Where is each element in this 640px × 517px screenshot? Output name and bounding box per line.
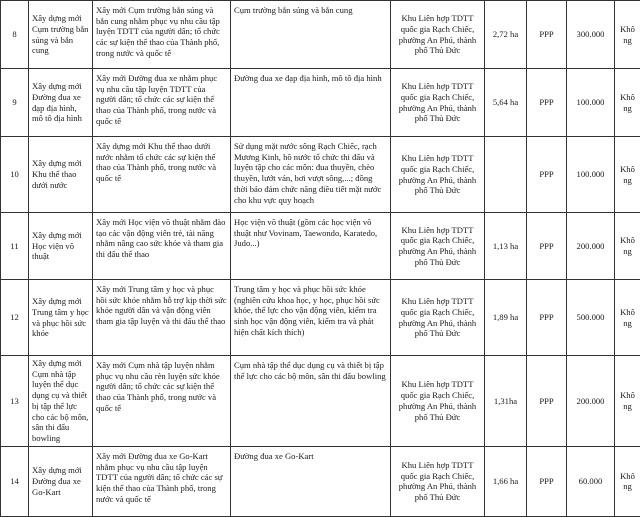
project-name-cell: Xây dựng mới Khu thể thao dưới nước [29, 137, 93, 213]
project-goal-cell: Xây mới Trung tâm y học và phục hồi sức khỏe nhằm hỗ trợ kịp thời sức khỏe người dân và vận động viên tham gia tập luyện và thi đấu thể thao [93, 280, 231, 356]
project-items-cell: Đường đua xe đạp địa hình, mô tô địa hình [231, 69, 391, 137]
phasing-cell: Không [615, 446, 640, 516]
project-area-cell: 1,31ha [485, 356, 527, 447]
table-row [1, 137, 640, 213]
row-number-cell: 14 [1, 446, 29, 516]
row-number-cell: 12 [1, 280, 29, 356]
row-number-cell: 11 [1, 213, 29, 280]
investment-capital-cell: 500.000 [567, 280, 615, 356]
project-goal-cell: Xây mới Đường đua xe Go-Kart nhằm phục vụ nhu cầu tập luyện TDTT của người dân; tổ chức các sự kiện thể thao của Thành phố, trong nước và quốc tế [93, 446, 231, 516]
project-goal-cell: Xây mới Đường đua xe nhằm phục vụ nhu cầu tập luyện TDTT của người dân; tổ chức các sự kiện thể thao của Thành phố, trong nước và quốc tế [93, 69, 231, 137]
table-row [1, 213, 640, 280]
project-location-cell: Khu Liên hợp TDTT quốc gia Rạch Chiếc, phường An Phú, thành phố Thủ Đức [391, 446, 485, 516]
project-name-cell: Xây dựng mới Đường đua xe đạp địa hình, mô tô địa hình [29, 69, 93, 137]
table-row [1, 69, 640, 137]
project-location-cell: Khu Liên hợp TDTT quốc gia Rạch Chiếc, phường An Phú, thành phố Thủ Đức [391, 213, 485, 280]
table-row [1, 1, 640, 69]
row-number-cell: 13 [1, 356, 29, 447]
row-number-cell: 10 [1, 137, 29, 213]
investment-form-cell: PPP [527, 137, 567, 213]
project-goal-cell: Xây dựng mới Khu thể thao dưới nước nhằm tổ chức các sự kiện thể thao của Thành phố, trong nước và quốc tế [93, 137, 231, 213]
project-items-cell: Trung tâm y học và phục hồi sức khỏe (nghiên cứu khoa học, y học, phục hồi sức khỏe, thể lực cho vận động viên, kiểm tra sinh học vận động viên, kiểm tra và phát hiện chất kích thích) [231, 280, 391, 356]
phasing-cell: Không [615, 213, 640, 280]
project-area-cell: 1,66 ha [485, 446, 527, 516]
investment-form-cell: PPP [527, 1, 567, 69]
project-name-cell: Xây dựng mới Đường đua xe Go-Kart [29, 446, 93, 516]
investment-capital-cell: 200.000 [567, 356, 615, 447]
project-area-cell: 5,64 ha [485, 69, 527, 137]
investment-capital-cell: 300.000 [567, 1, 615, 69]
table-row [1, 280, 640, 356]
project-name-cell: Xây dựng mới Cụm trường bắn súng và bắn cung [29, 1, 93, 69]
project-goal-cell: Xây mới Cụm trường bắn súng và bắn cung nhằm phục vụ nhu cầu tập luyện TDTT của người dân; tổ chức các sự kiện thể thao của Thành phố, trong nước và quốc tế [93, 1, 231, 69]
project-name-cell: Xây dựng mới Trung tâm y học và phục hồi sức khỏe [29, 280, 93, 356]
investment-capital-cell: 60.000 [567, 446, 615, 516]
investment-capital-cell: 200.000 [567, 213, 615, 280]
phasing-cell: Không [615, 69, 640, 137]
project-location-cell: Khu Liên hợp TDTT quốc gia Rạch Chiếc, phường An Phú, thành phố Thủ Đức [391, 69, 485, 137]
project-location-cell: Khu Liên hợp TDTT quốc gia Rạch Chiếc, phường An Phú, thành phố Thủ Đức [391, 1, 485, 69]
project-items-cell: Học viện võ thuật (gồm các học viện võ thuật như Vovinam, Taewondo, Karatedo, Judo...) [231, 213, 391, 280]
project-location-cell: Khu Liên hợp TDTT quốc gia Rạch Chiếc, phường An Phú, thành phố Thủ Đức [391, 356, 485, 447]
table-body [1, 1, 640, 517]
project-area-cell: 1,13 ha [485, 213, 527, 280]
investment-form-cell: PPP [527, 213, 567, 280]
phasing-cell: Không [615, 1, 640, 69]
investment-form-cell: PPP [527, 446, 567, 516]
row-number-cell: 9 [1, 69, 29, 137]
investment-capital-cell: 100.000 [567, 69, 615, 137]
phasing-cell: Không [615, 356, 640, 447]
project-name-cell: Xây dựng mới Học viện võ thuật [29, 213, 93, 280]
table-row [1, 446, 640, 516]
project-items-cell: Cụm nhà tập thể dục dụng cụ và thiết bị tập thể lực cho các bộ môn, sân thi đấu bowling [231, 356, 391, 447]
investment-form-cell: PPP [527, 356, 567, 447]
investment-form-cell: PPP [527, 280, 567, 356]
project-area-cell: 1,89 ha [485, 280, 527, 356]
project-items-cell: Sử dụng mặt nước sông Rạch Chiếc, rạch Mương Kinh, hồ nước tổ chức thi đấu và luyện tập cho các môn: đua thuyền, chèo thuyền, lướt ván, bơi vượt sông,...; đồng thời bảo đảm chức năng điều tiết mặt nước cho khu vực quy hoạch [231, 137, 391, 213]
project-items-cell: Đường đua xe Go-Kart [231, 446, 391, 516]
investment-form-cell: PPP [527, 69, 567, 137]
investment-capital-cell: 100.000 [567, 137, 615, 213]
project-name-cell: Xây dựng mới Cụm nhà tập luyện thể dục dụng cụ và thiết bị tập thể lực cho các bộ môn, sân thi đấu bowling [29, 356, 93, 447]
row-number-cell: 8 [1, 1, 29, 69]
project-area-cell: 2,72 ha [485, 1, 527, 69]
phasing-cell: Không [615, 137, 640, 213]
project-items-cell: Cụm trường bắn súng và bắn cung [231, 1, 391, 69]
phasing-cell: Không [615, 280, 640, 356]
project-goal-cell: Xây mới Học viện võ thuật nhằm đào tạo các vận động viên trẻ, tài năng nhằm nâng cao sức khỏe và tham gia thi đấu thể thao [93, 213, 231, 280]
project-goal-cell: Xây mới Cụm nhà tập luyện nhằm phục vụ nhu cầu rèn luyện sức khỏe người dân; tổ chức các sự kiện thể thao của Thành phố, trong nước và quốc tế [93, 356, 231, 447]
project-location-cell: Khu Liên hợp TDTT quốc gia Rạch Chiếc, phường An Phú, thành phố Thủ Đức [391, 137, 485, 213]
project-location-cell: Khu Liên hợp TDTT quốc gia Rạch Chiếc, phường An Phú, thành phố Thủ Đức [391, 280, 485, 356]
table-row [1, 356, 640, 447]
project-area-cell [485, 137, 527, 213]
